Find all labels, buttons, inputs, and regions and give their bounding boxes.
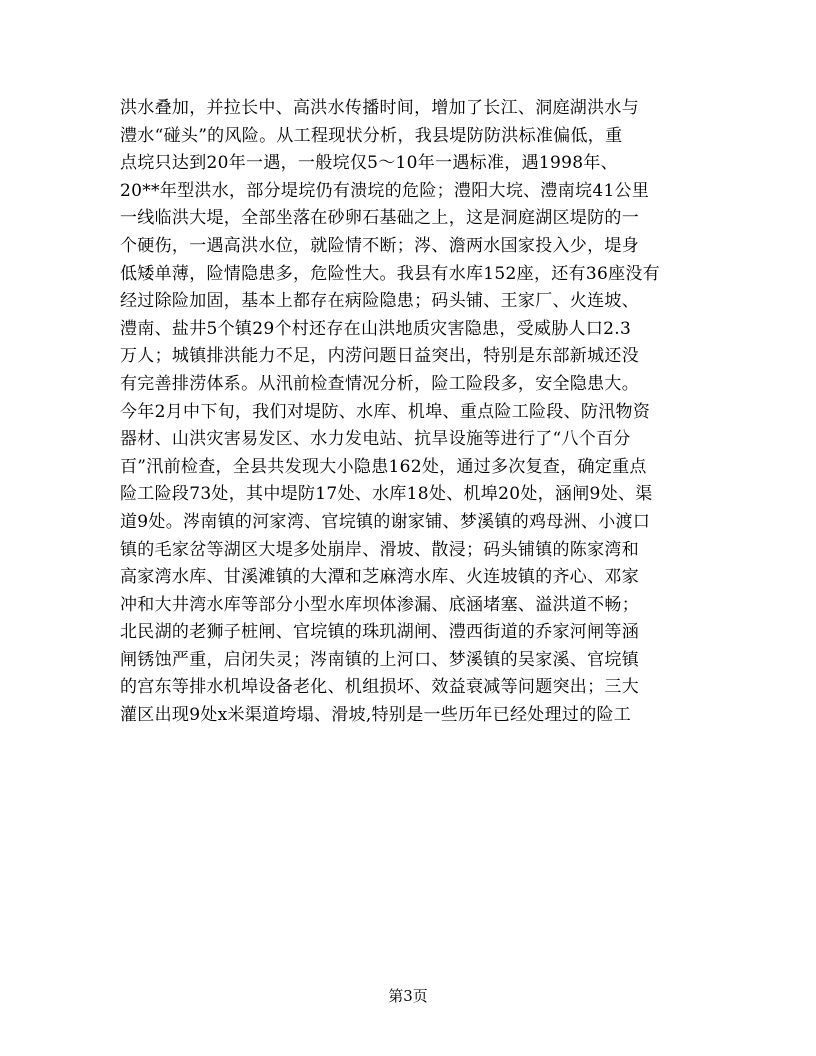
text-line: 灌区出现9处x米渠道垮塌、滑坡,特别是一些历年已经处理过的险工: [120, 705, 632, 726]
text-line: 冲和大井湾水库等部分小型水库坝体渗漏、底涵堵塞、溢洪道不畅；: [120, 594, 639, 615]
text-line: 经过除险加固，基本上都存在病险隐患；码头铺、王家厂、火连坡、: [120, 291, 639, 312]
text-line: 闸锈蚀严重，启闭失灵；涔南镇的上河口、梦溪镇的吴家溪、官垸镇: [120, 649, 639, 670]
text-line: 万人；城镇排洪能力不足，内涝问题日益突出，特别是东部新城还没: [120, 346, 639, 367]
text-line: 点垸只达到20年一遇，一般垸仅5～10年一遇标准，遇1998年、: [120, 153, 618, 174]
text-line: 道9处。涔南镇的河家湾、官垸镇的谢家铺、梦溪镇的鸡母洲、小渡口: [120, 511, 651, 532]
page-number: 第3页: [388, 987, 428, 1005]
text-line: 百”汛前检查，全县共发现大小隐患162处，通过多次复查，确定重点: [120, 456, 647, 477]
text-line: 个硬伤，一遇高洪水位，就险情不断；涔、澹两水国家投入少，堤身: [120, 235, 639, 256]
text-line: 北民湖的老狮子桩闸、官垸镇的珠玑湖闸、澧西街道的乔家河闸等涵: [120, 622, 639, 643]
text-line: 的宫东等排水机埠设备老化、机组损坏、效益衰减等问题突出；三大: [120, 677, 639, 698]
text-line: 澧南、盐井5个镇29个村还存在山洪地质灾害隐患，受威胁人口2.3: [120, 318, 632, 339]
text-line: 有完善排涝体系。从汛前检查情况分析，险工险段多，安全隐患大。: [120, 373, 639, 394]
text-line: 镇的毛家岔等湖区大堤多处崩岸、滑坡、散浸；码头铺镇的陈家湾和: [120, 539, 639, 560]
text-line: 20**年型洪水，部分堤垸仍有溃垸的危险；澧阳大垸、澧南垸41公里: [120, 180, 650, 201]
text-line: 洪水叠加，并拉长中、高洪水传播时间，增加了长江、洞庭湖洪水与: [120, 98, 639, 118]
text-line: 今年2月中下旬，我们对堤防、水库、机埠、重点险工险段、防汛物资: [120, 401, 651, 422]
text-line: 高家湾水库、甘溪滩镇的大潭和芝麻湾水库、火连坡镇的齐心、邓家: [120, 567, 639, 588]
text-line: 一线临洪大堤，全部坐落在砂卵石基础之上，这是洞庭湖区堤防的一: [120, 208, 639, 229]
text-line: 低矮单薄，险情隐患多，危险性大。我县有水库152座，还有36座没有: [120, 263, 660, 284]
text-line: 险工险段73处，其中堤防17处、水库18处、机埠20处，涵闸9处、渠: [120, 484, 653, 505]
body-text: [120, 95, 700, 730]
text-line: 器材、山洪灾害易发区、水力发电站、抗旱设施等进行了“八个百分: [120, 429, 631, 450]
text-line: 澧水“碰头”的风险。从工程现状分析，我县堤防防洪标准偏低，重: [120, 125, 623, 146]
